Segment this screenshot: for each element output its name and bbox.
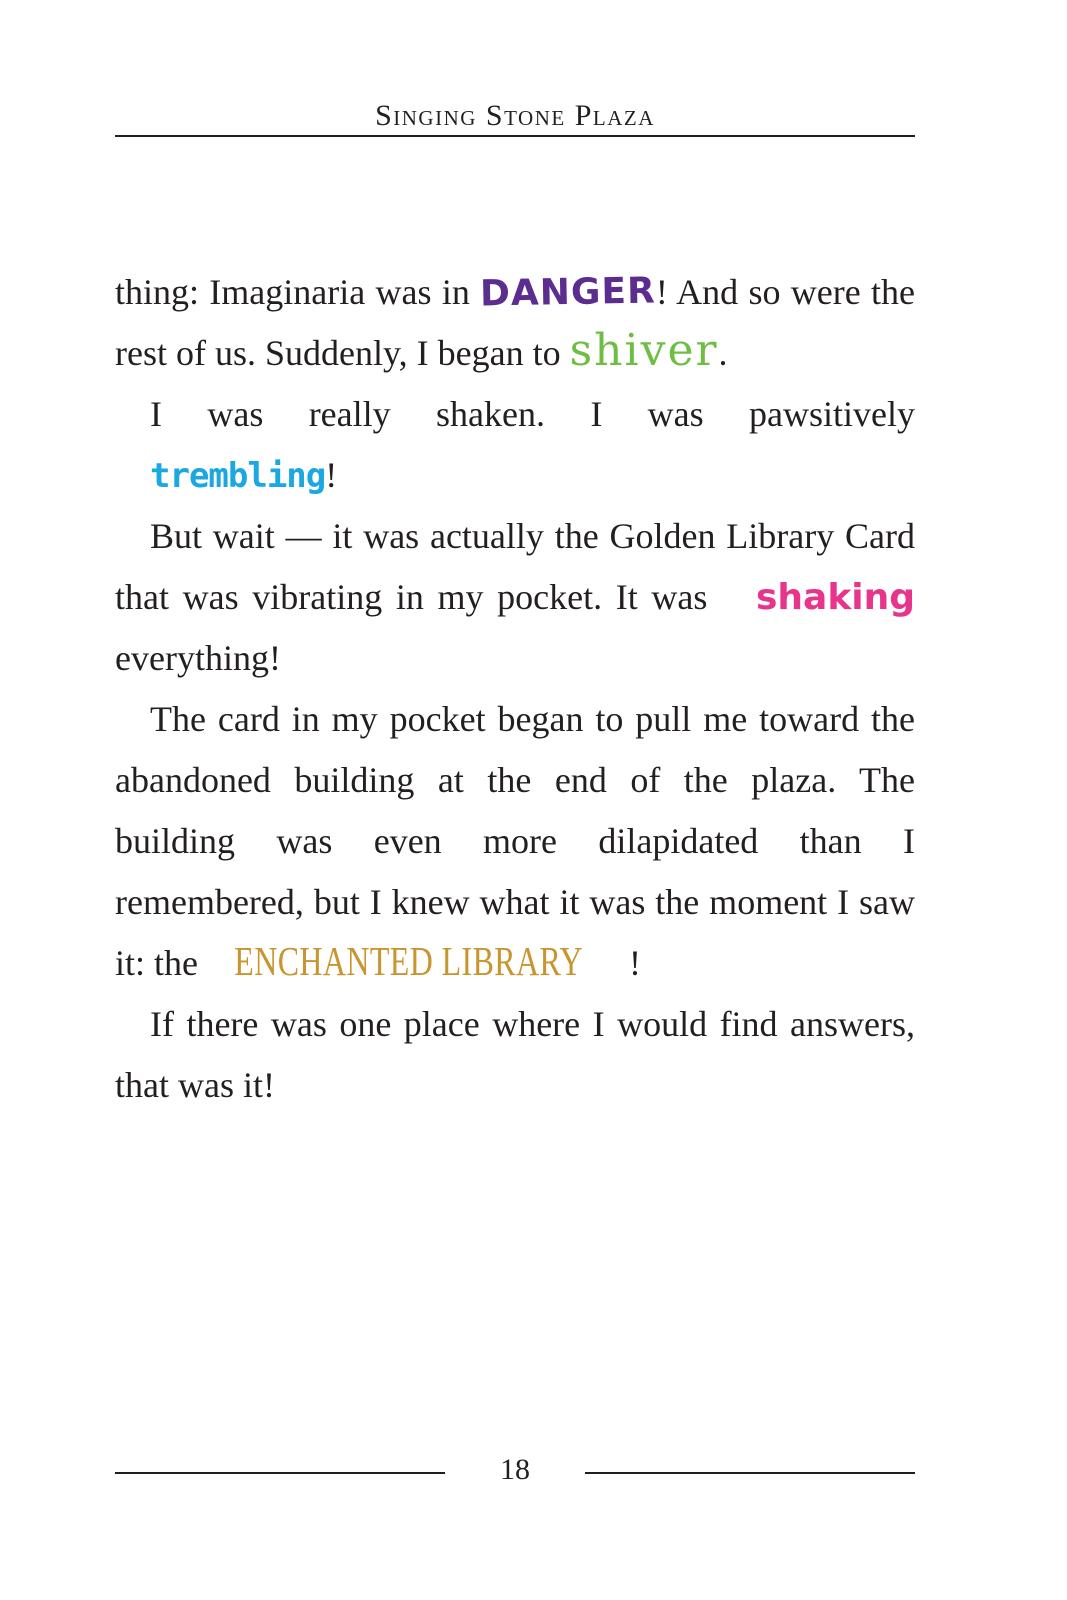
- stylized-word-enchanted-library: ENCHANTED LIBRARY: [234, 938, 583, 984]
- stylized-word-shiver: shiver: [569, 325, 719, 376]
- footer-rule-right: [585, 1472, 915, 1474]
- body-text: [115, 262, 915, 1116]
- paragraph-2-text-b: !: [325, 455, 338, 495]
- header-rule: [115, 135, 915, 137]
- running-head: Singing Stone Plaza: [375, 99, 655, 132]
- stylized-word-danger: DANGER: [479, 270, 657, 315]
- paragraph-4: [115, 689, 915, 994]
- paragraph-5: [115, 994, 915, 1116]
- page-number: 18: [500, 1453, 530, 1486]
- paragraph-3: [115, 506, 915, 689]
- paragraph-4-text-b: !: [628, 943, 641, 983]
- paragraph-1-text-c: .: [718, 333, 728, 373]
- footer-rule-left: [115, 1472, 445, 1474]
- stylized-word-shaking: shaking: [755, 577, 915, 618]
- paragraph-3-text-b: everything!: [115, 638, 281, 678]
- paragraph-1: [115, 262, 915, 384]
- paragraph-2-text-a: I was really shaken. I was pawsitively: [150, 394, 915, 434]
- paragraph-3-text-a: But wait — it was actually the Golden Library Card that was vibrating in my pocket. It was: [115, 516, 915, 617]
- paragraph-4-text-a: The card in my pocket began to pull me toward the abandoned building at the end of the plaza. The building was even more dilapidated than I remembered, but I knew what it was the moment I saw it: the: [115, 699, 915, 983]
- stylized-word-trembling: trembling: [150, 456, 326, 496]
- paragraph-1-text-a: thing: Imaginaria was in: [115, 272, 481, 312]
- paragraph-2: [115, 384, 915, 506]
- paragraph-5-text: If there was one place where I would find answers, that was it!: [115, 1004, 915, 1105]
- paragraph-1-text-b: ! And so were the rest of us. Suddenly, I began to: [115, 272, 915, 373]
